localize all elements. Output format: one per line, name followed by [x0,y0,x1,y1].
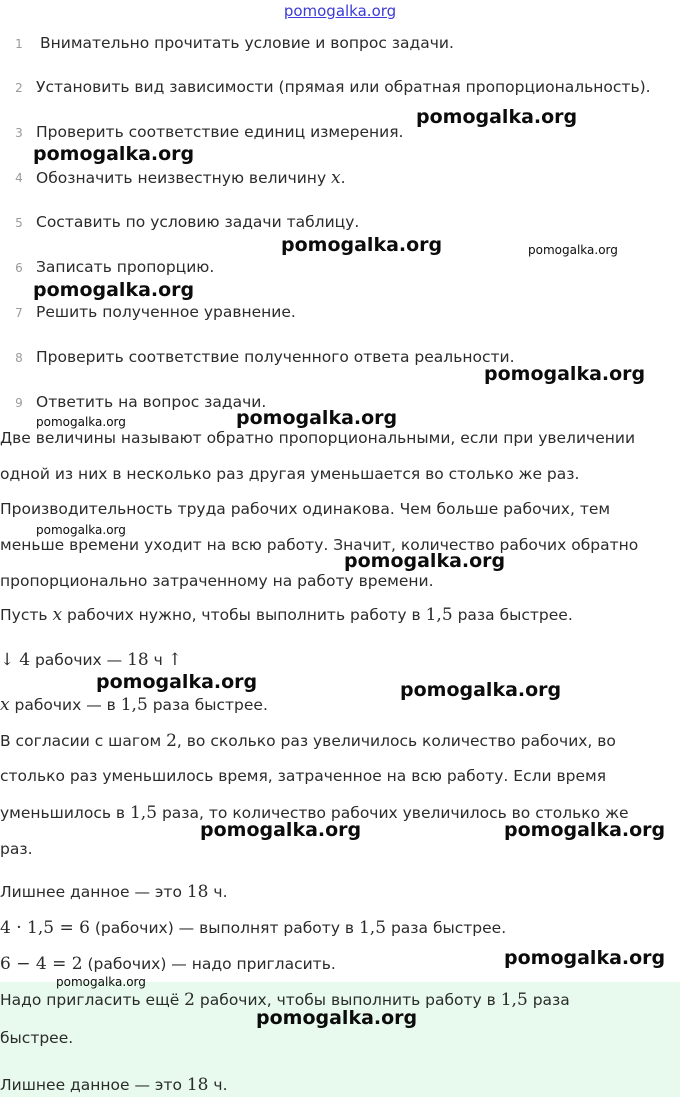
watermark: pomogalka.org [56,975,146,989]
text-part: уменьшилось в [0,804,130,822]
math-expression: 4 · 1,5 = 6 [0,918,90,938]
watermark: pomogalka.org [236,407,398,429]
step-number: 2 [15,81,23,95]
step-number: 6 [15,261,23,275]
number: 1,5 [120,695,148,715]
watermark: pomogalka.org [504,947,666,969]
calculation-line-2 [0,954,336,974]
reasoning-line-1: Производительность труда рабочих одинакова. Чем больше рабочих, тем [0,500,611,518]
step-text: Ответить на вопрос задачи. [36,393,267,411]
reasoning-line-3: пропорционально затраченному на работу времени. [0,572,434,590]
step-number: 9 [15,396,23,410]
calculation-line-1 [0,918,506,938]
watermark: pomogalka.org [281,234,443,256]
explanation-line-2: столько раз уменьшилось время, затраченное на всю работу. Если время [0,767,607,785]
text-part: Лишнее данное — это [0,1076,187,1094]
watermark: pomogalka.org [33,143,195,165]
text-part: (рабочих) — выполнят работу в [89,919,359,937]
number: 4 [19,650,31,670]
explanation-line-4: раз. [0,840,33,858]
step-text: Записать пропорцию. [36,258,215,276]
step-text-part: . [340,169,346,187]
text-part: ч [148,651,163,669]
watermark: pomogalka.org [36,523,126,537]
text-part: раза быстрее. [386,919,507,937]
watermark: pomogalka.org [200,819,362,841]
number: 1,5 [129,803,158,823]
table-row-2 [0,695,268,715]
watermark: pomogalka.org [256,1007,418,1029]
text-part: раза, то количество рабочих увеличилось во столько же [157,804,629,822]
definition-line-2: одной из них в несколько раз другая уменьшается во столько же раз. [0,465,580,483]
text-part: раза быстрее. [147,696,268,714]
text-part: раза [527,991,570,1009]
step-number: 1 [15,37,23,51]
number: 18 [127,650,149,670]
number: 1,5 [500,990,528,1010]
watermark: pomogalka.org [504,819,666,841]
step-text: Установить вид зависимости (прямая или обратная пропорциональность). [36,78,651,96]
text-part: , во сколько раз увеличилось количество рабочих, во [176,732,616,750]
step-number: 8 [15,351,23,365]
watermark: pomogalka.org [484,363,646,385]
text-part: В согласии с шагом [0,732,167,750]
step-number: 3 [15,126,23,140]
let-statement [0,605,573,625]
number: 18 [186,882,209,902]
text-part: ч. [208,883,228,901]
step-number: 5 [15,216,23,230]
step-text: Проверить соответствие единиц измерения. [36,123,404,141]
step-text-part: Обозначить неизвестную величину [36,169,332,187]
step-text: Проверить соответствие полученного ответа реальности. [36,348,515,366]
step-text: Решить полученное уравнение. [36,303,296,321]
text-part: рабочих нужно, чтобы выполнить работу в [62,606,426,624]
watermark: pomogalka.org [344,550,506,572]
text-part: рабочих, чтобы выполнить работу в [195,991,501,1009]
number: 2 [166,731,177,751]
watermark: pomogalka.org [96,671,258,693]
text-part: раза быстрее. [452,606,573,624]
math-expression: 6 − 4 = 2 [0,954,83,974]
definition-line-1: Две величины называют обратно пропорциональными, если при увеличении [0,429,636,447]
number: 1,5 [358,918,387,938]
number: 2 [184,990,195,1010]
text-part: Пусть [0,606,53,624]
text-part: (рабочих) — надо пригласить. [82,955,336,973]
watermark: pomogalka.org [400,679,562,701]
number: 1,5 [425,605,453,625]
answer-line-2: быстрее. [0,1029,74,1047]
extra-data-line [0,882,228,902]
watermark: pomogalka.org [528,243,618,257]
watermark: pomogalka.org [33,279,195,301]
text-part: Надо пригласить ещё [0,991,185,1009]
table-row-1 [0,650,182,670]
arrow-down-icon: ↓ [0,650,15,670]
watermark: pomogalka.org [416,106,578,128]
step-text: Составить по условию задачи таблицу. [36,213,360,231]
variable-x: x [0,695,10,715]
answer-line-3 [0,1075,228,1095]
text-part: рабочих — в [9,696,121,714]
step-text [36,168,346,188]
variable-x: x [52,605,63,625]
variable-x: x [331,168,341,188]
reasoning-line-2: меньше времени уходит на всю работу. Значит, количество рабочих обратно [0,536,639,554]
step-number: 7 [15,306,23,320]
text-part: Лишнее данное — это [0,883,187,901]
step-text: Внимательно прочитать условие и вопрос задачи. [40,34,454,52]
watermark: pomogalka.org [36,415,126,429]
explanation-line-1 [0,731,616,751]
step-number: 4 [15,171,23,185]
number: 18 [186,1075,209,1095]
text-part: рабочих — [30,651,128,669]
site-header-link[interactable]: pomogalka.org [283,2,397,20]
arrow-up-icon: ↑ [167,650,183,670]
text-part: ч. [208,1076,228,1094]
